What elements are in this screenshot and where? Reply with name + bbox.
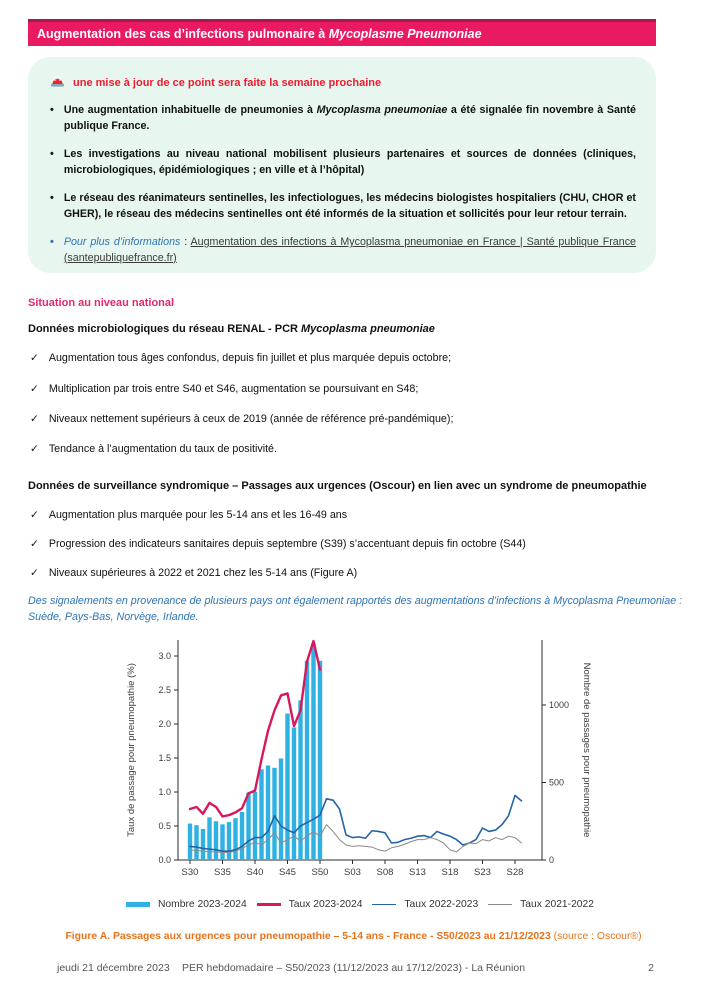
legend-label: Taux 2023-2024 [288,899,363,910]
check-text: Augmentation tous âges confondus, depuis fin juillet et plus marquée depuis octobre; [48,352,452,364]
svg-text:2.0: 2.0 [158,719,171,729]
bullet-text: Les investigations au niveau national mobilisent plusieurs partenaires et sources de données (cliniques, microbiologiques, épidémiologiques ; en ville et à l’hôpital) [63,148,636,176]
check-text: Niveaux supérieures à 2022 et 2021 chez les 5-14 ans (Figure A) [48,567,358,579]
info-text [64,235,636,266]
check-icon: ✓ [30,509,39,521]
svg-text:S18: S18 [441,867,459,878]
list-item-info [50,235,636,266]
spf-link[interactable]: Augmentation des infections à Mycoplasma pneumoniae en France | Santé publique France (santepubliquefrance.fr) [63,236,636,264]
legend-label: Taux 2022-2023 [404,899,479,910]
figure-caption-source: (source : Oscour®) [553,931,642,942]
check-item [30,508,678,523]
svg-text:S30: S30 [181,867,199,878]
list-item [50,147,636,178]
legend-swatch-line [488,904,512,905]
alert-headline-row [50,73,636,92]
legend-swatch-line [257,903,281,906]
check-icon: ✓ [30,413,39,425]
figure-a-chart [118,628,598,896]
taux-lines [190,641,522,852]
bullet-text-species: Mycoplasma pneumoniae [316,104,448,116]
figure-caption [0,931,707,942]
svg-text:S40: S40 [246,867,264,878]
check-text: Multiplication par trois entre S40 et S46, augmentation se poursuivant en S48; [48,383,419,395]
bullet-text-pre: Une augmentation inhabituelle de pneumonies à [63,104,317,116]
bullet-text [64,103,636,134]
list-item [50,103,636,134]
bullet-glyph: • [50,236,54,249]
check-icon: ✓ [30,443,39,455]
legend-item-taux-2022 [372,899,478,910]
svg-text:2.5: 2.5 [158,685,171,695]
chart-legend [126,899,594,910]
footer-date: jeudi 21 décembre 2023 [57,962,170,974]
chart-canvas [118,628,598,894]
svg-text:S03: S03 [344,867,361,878]
left-axis-label: Taux de passage pour pneumopathie (%) [126,663,137,837]
svg-text:500: 500 [549,777,565,788]
svg-text:0.5: 0.5 [158,821,171,831]
check-icon: ✓ [30,567,39,579]
bullet-glyph: • [50,104,54,116]
svg-text:1000: 1000 [549,700,570,710]
info-separator: : [180,236,191,249]
legend-label: Nombre 2023-2024 [158,899,247,910]
list-item [50,191,636,222]
section-title-situation: Situation au niveau national [28,297,175,309]
check-icon: ✓ [30,352,39,364]
legend-item-taux-2021 [488,899,594,910]
svg-text:1.5: 1.5 [158,753,171,763]
legend-swatch-bar [126,902,150,907]
svg-text:S28: S28 [506,867,524,878]
svg-text:S23: S23 [474,867,491,878]
page-title-bar [28,19,656,46]
legend-item-taux-2023 [257,899,363,910]
svg-text:S13: S13 [409,867,426,878]
check-item [30,382,678,397]
alert-headline: une mise à jour de ce point sera faite la semaine prochaine [73,76,382,89]
check-text: Augmentation plus marquée pour les 5-14 ans et les 16-49 ans [48,509,348,521]
svg-text:1.0: 1.0 [158,787,171,797]
page-title-main: Augmentation des cas d’infections pulmonaire à [37,27,329,41]
highlight-box [28,57,656,273]
svg-text:0.0: 0.0 [158,855,171,865]
bullet-text-post: a été signalée fin novembre à Santé publique France. [63,104,636,132]
heading-surveillance: Données de surveillance syndromique – Passages aux urgences (Oscour) en lien avec un syndrome de pneumopathie [28,480,647,492]
check-icon: ✓ [30,383,39,395]
info-lead: Pour plus d’informations [63,236,181,249]
figure-caption-main: Figure A. Passages aux urgences pour pneumopathie – 5-14 ans - France - S50/2023 au 21/12/2023 [65,931,554,942]
footer-page-number: 2 [648,962,654,974]
check-item [30,566,678,581]
heading-microbiology-main: Données microbiologiques du réseau RENAL - PCR [28,323,302,335]
svg-text:S45: S45 [279,867,296,878]
heading-microbiology [28,323,435,335]
check-item [30,537,678,552]
bullet-glyph: • [50,192,54,205]
check-item [30,351,678,366]
check-icon: ✓ [30,538,39,550]
page-title-species: Mycoplasme Pneumoniae [328,27,482,41]
svg-text:3.0: 3.0 [158,651,171,661]
international-note: Des signalements en provenance de plusieurs pays ont également rapportés des augmentations d’infections à Mycoplasma Pneumoniae : Suède, Pays-Bas, Norvège, Irlande. [28,595,683,624]
check-item [30,412,678,427]
footer-document-ref: PER hebdomadaire – S50/2023 (11/12/2023 au 17/12/2023) - La Réunion [181,962,526,974]
heading-microbiology-species: Mycoplasma pneumoniae [301,323,435,335]
svg-text:S35: S35 [214,867,231,878]
legend-label: Taux 2021-2022 [520,899,594,910]
page-title [37,27,482,41]
bullet-glyph: • [50,148,54,161]
legend-swatch-line [372,904,396,906]
check-text: Progression des indicateurs sanitaires depuis septembre (S39) s’accentuant depuis fin octobre (S44) [48,538,526,550]
svg-text:S50: S50 [311,867,329,878]
check-text: Tendance à l’augmentation du taux de positivité. [48,443,277,455]
siren-icon [50,73,65,92]
svg-text:S08: S08 [376,867,394,878]
bars-nombre-2023-2024 [188,644,322,860]
right-axis-label: Nombre de passages pour pneumopathie [581,662,592,838]
check-text: Niveaux nettement supérieurs à ceux de 2019 (année de référence pré-pandémique); [48,413,454,425]
svg-text:0: 0 [549,855,555,865]
check-item [30,442,678,457]
bullet-text: Le réseau des réanimateurs sentinelles, les infectiologues, les médecins biologistes hospitaliers (CHU, CHOR et GHER), le réseau des médecins sentinelles ont été informés de la situation et sollicités pour leur retour terrain. [63,192,636,220]
legend-item-nombre [126,899,247,910]
